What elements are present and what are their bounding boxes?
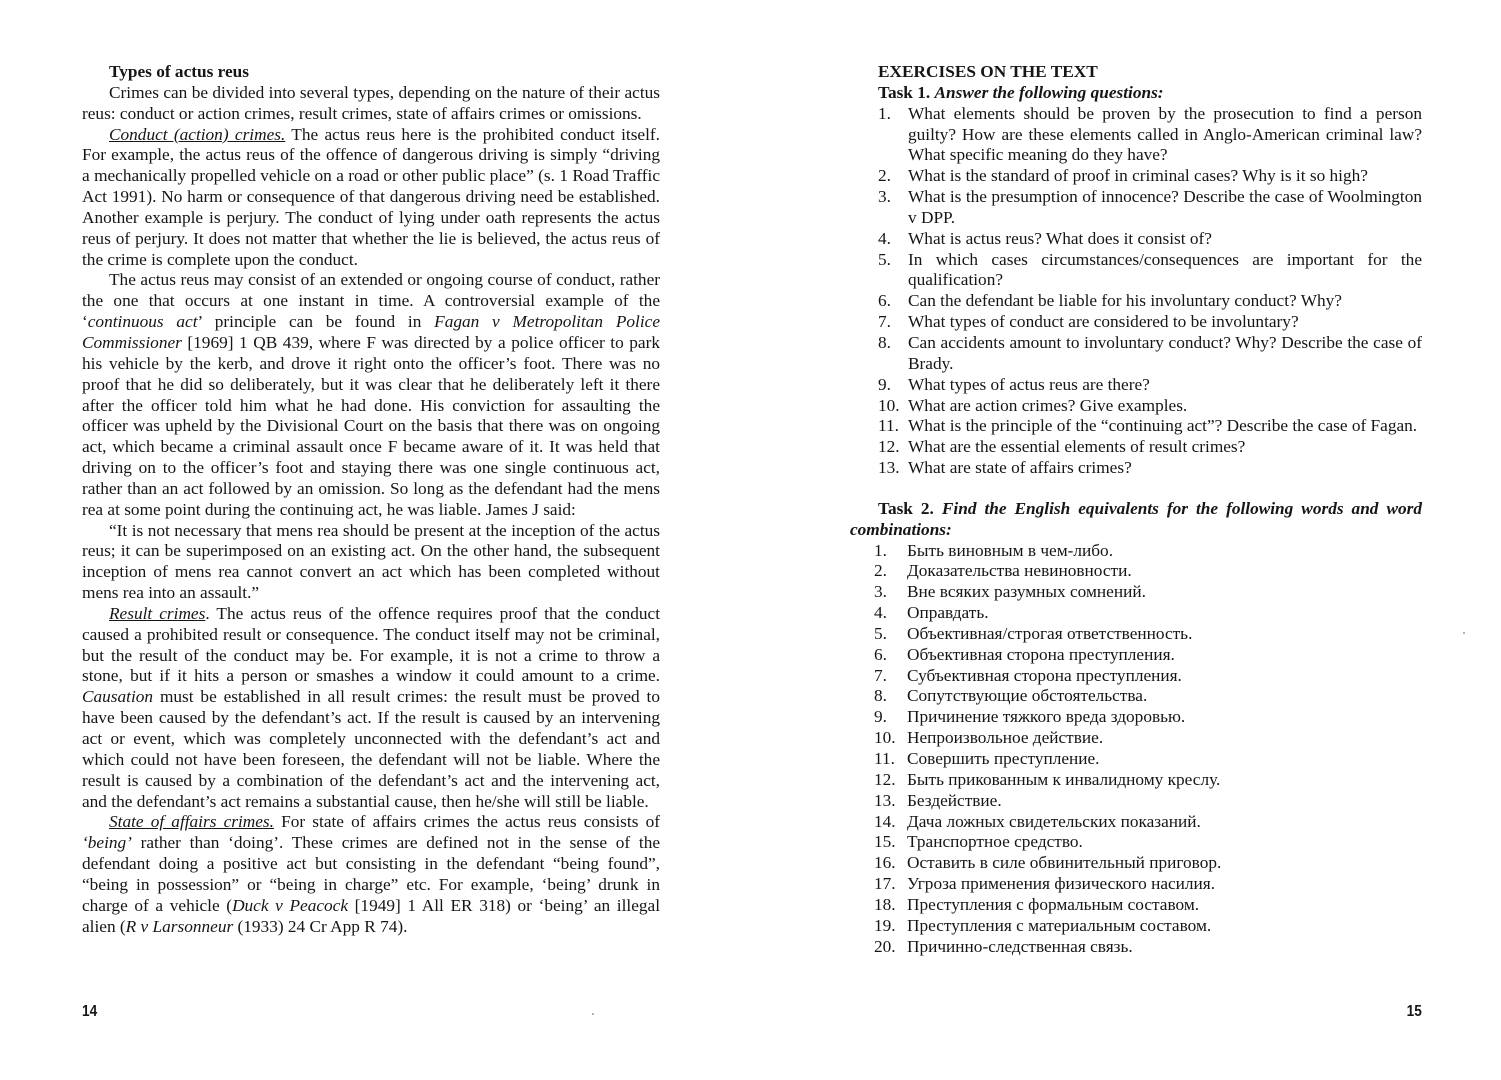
task2-items	[850, 541, 1422, 958]
question-item	[850, 166, 1422, 187]
vocab-text: Сопутствующие обстоятельства.	[907, 686, 1148, 706]
scan-speck	[1463, 632, 1465, 634]
vocab-number: 20.	[874, 936, 896, 956]
vocab-number: 1.	[874, 540, 887, 560]
paragraph	[82, 83, 660, 125]
vocab-text: Угроза применения физического насилия.	[907, 874, 1216, 894]
left-page-body	[82, 62, 660, 937]
vocab-number: 17.	[874, 874, 896, 894]
vocab-item	[850, 561, 1422, 582]
vocab-text: Дача ложных свидетельских показаний.	[907, 811, 1201, 831]
vocab-number: 7.	[874, 665, 887, 685]
vocab-text: Оставить в силе обвинительный приговор.	[907, 853, 1222, 873]
vocab-text: Объективная/строгая ответственность.	[907, 623, 1193, 643]
text-segment: ‘being’	[82, 833, 132, 853]
vocab-number: 19.	[874, 915, 896, 935]
text-segment: Fagan v Metropolitan Police Commissioner	[82, 312, 660, 352]
vocab-text: Бездействие.	[907, 790, 1002, 810]
question-text: What is the principle of the “continuing act”? Describe the case of Fagan.	[908, 416, 1418, 436]
question-text: Can the defendant be liable for his involuntary conduct? Why?	[908, 291, 1342, 311]
question-item	[850, 187, 1422, 229]
vocab-number: 14.	[874, 811, 896, 831]
question-item	[850, 375, 1422, 396]
right-page-body	[850, 62, 1422, 957]
text-segment: [1969] 1 QB 439, where F was directed by a police officer to park his vehicle by the kerb, and drove it right onto the officer’s foot. There was no proof that he did so deliberately, but it was clear that he deliberately left it there after the officer told him what he had done. His conviction for assaulting the officer was upheld by the Divisional Court on the basis that there was on ongoing act, which became a criminal assault once F became aware of it. It was held that driving on to the officer’s foot and staying there was one single continuous act, rather than an act followed by an omission. So long as the defendant had the mens rea at some point during the continuing act, he was liable. James J said:	[82, 332, 660, 519]
question-number: 6.	[878, 291, 891, 311]
vocab-text: Причинение тяжкого вреда здоровью.	[907, 707, 1186, 727]
question-item	[850, 104, 1422, 167]
vocab-item	[850, 937, 1422, 958]
vocab-number: 5.	[874, 623, 887, 643]
vocab-item	[850, 770, 1422, 791]
vocab-text: Доказательства невиновности.	[907, 561, 1132, 581]
vocab-item	[850, 686, 1422, 707]
vocab-text: Причинно-следственная связь.	[907, 936, 1133, 956]
vocab-text: Быть виновным в чем-либо.	[907, 540, 1114, 560]
text-segment: must be established in all result crimes: the result must be proved to have been caused by the defendant’s act. If the result is caused by an intervening act or event, which was completely unconnected with the defendant’s act and which could not have been foreseen, the defendant will not be liable. Where the result is caused by a combination of the defendant’s act and the intervening act, and the defendant’s act remains a substantial cause, then he/she will still be liable.	[82, 687, 660, 811]
vocab-number: 9.	[874, 707, 887, 727]
question-item	[850, 312, 1422, 333]
text-segment: [1949] 1 All ER 318) or ‘being’ an illegal alien (	[82, 895, 660, 936]
question-number: 4.	[878, 228, 891, 248]
task1-header	[850, 83, 1422, 104]
vocab-number: 8.	[874, 686, 887, 706]
paragraph	[82, 125, 660, 271]
question-text: What is actus reus? What does it consist of?	[908, 228, 1212, 248]
vocab-number: 13.	[874, 790, 896, 810]
question-item	[850, 458, 1422, 479]
vocab-item	[850, 916, 1422, 937]
question-number: 9.	[878, 374, 891, 394]
text-segment: rather than ‘doing’. These crimes are defined not in the sense of the defendant doing a positive act but consisting in the defendant “being found”, “being in possession” or “being in charge” etc. For example, ‘being’ drunk in charge of a vehicle (	[82, 833, 660, 915]
vocab-number: 3.	[874, 582, 887, 602]
question-text: What elements should be proven by the prosecution to find a person guilty? How are these elements called in Anglo-American criminal law? What specific meaning do they have?	[908, 103, 1422, 165]
paragraph	[82, 812, 660, 937]
scan-speck	[592, 1013, 594, 1015]
vocab-item	[850, 749, 1422, 770]
text-segment: Duck v Peacock	[232, 895, 349, 915]
text-segment: Crimes can be divided into several types, depending on the nature of their actus reus: conduct or action crimes, result crimes, state of affairs crimes or omissions.	[82, 82, 660, 123]
right-page	[850, 0, 1422, 1080]
text-segment: “It is not necessary that mens rea should be present at the inception of the actus reus; it can be superimposed on an existing act. On the other hand, the subsequent inception of mens rea cannot convert an act which has been completed without mens rea into an assault.”	[82, 520, 660, 603]
subsection-title: State of affairs crimes.	[109, 812, 274, 832]
question-number: 8.	[878, 332, 891, 352]
task2-label: Task 2.	[878, 498, 934, 518]
text-segment: The actus reus may consist of an extended or ongoing course of conduct, rather the one that occurs at one instant in time. A controversial example of the ‘	[82, 270, 660, 332]
vocab-item	[850, 645, 1422, 666]
paragraph	[82, 521, 660, 604]
question-item	[850, 291, 1422, 312]
question-item	[850, 396, 1422, 417]
vocab-item	[850, 582, 1422, 603]
task1-label: Task 1.	[878, 82, 931, 102]
question-text: What are the essential elements of result crimes?	[908, 437, 1246, 457]
question-text: What is the standard of proof in criminal cases? Why is it so high?	[908, 166, 1368, 186]
vocab-item	[850, 791, 1422, 812]
subsection-title: Conduct (action) crimes.	[109, 124, 286, 144]
task2-header	[850, 499, 1422, 541]
section-heading: Types of actus reus	[109, 62, 250, 81]
vocab-number: 16.	[874, 853, 896, 873]
vocab-item	[850, 874, 1422, 895]
vocab-text: Быть прикованным к инвалидному креслу.	[907, 769, 1221, 789]
vocab-item	[850, 666, 1422, 687]
vocab-number: 6.	[874, 644, 887, 664]
subsection-title: Result crimes	[109, 603, 206, 623]
task1-questions	[850, 104, 1422, 479]
text-segment: ’ principle can be found in	[197, 312, 435, 332]
question-item	[850, 229, 1422, 250]
left-page	[82, 0, 660, 1080]
question-number: 13.	[878, 458, 900, 478]
task1-instruction: Answer the following questions:	[934, 82, 1164, 102]
page-number-left: 14	[82, 1003, 98, 1020]
question-number: 1.	[878, 103, 891, 123]
text-segment: The actus reus here is the prohibited conduct itself. For example, the actus reus of the offence of dangerous driving is simply “driving a mechanically propelled vehicle on a road or other public place” (s. 1 Road Traffic Act 1991). No harm or consequence of that dangerous driving need be established. Another example is perjury. The conduct of lying under oath represents the actus reus of perjury. It does not matter that whether the lie is believed, the actus reus of the crime is complete upon the conduct.	[82, 124, 660, 269]
question-text: What types of conduct are considered to be involuntary?	[908, 312, 1299, 332]
vocab-item	[850, 541, 1422, 562]
vocab-text: Объективная сторона преступления.	[907, 644, 1175, 664]
left-paragraphs	[82, 83, 660, 938]
vocab-text: Преступления с материальным составом.	[907, 915, 1212, 935]
vocab-item	[850, 728, 1422, 749]
question-item	[850, 437, 1422, 458]
vocab-text: Вне всяких разумных сомнений.	[907, 582, 1146, 602]
question-text: What are state of affairs crimes?	[908, 458, 1132, 478]
question-number: 7.	[878, 312, 891, 332]
paragraph	[82, 270, 660, 520]
vocab-item	[850, 895, 1422, 916]
question-number: 2.	[878, 166, 891, 186]
vocab-item	[850, 603, 1422, 624]
text-segment: Causation	[82, 687, 154, 707]
vocab-item	[850, 812, 1422, 833]
vocab-text: Транспортное средство.	[907, 832, 1083, 852]
vocab-text: Совершить преступление.	[907, 749, 1100, 768]
vocab-text: Непроизвольное действие.	[907, 728, 1104, 748]
text-segment: . The actus reus of the offence requires proof that the conduct caused a prohibited result or consequence. The conduct itself may not be criminal, but the result of the conduct may be. For example, it is not a crime to throw a stone, but if it hits a person or smashes a window it could amount to a crime.	[82, 603, 660, 686]
question-number: 3.	[878, 187, 891, 207]
question-number: 5.	[878, 249, 891, 269]
question-text: Can accidents amount to involuntary conduct? Why? Describe the case of Brady.	[908, 332, 1422, 373]
question-item	[850, 333, 1422, 375]
text-segment: (1933) 24 Cr App R 74).	[233, 916, 408, 936]
vocab-item	[850, 624, 1422, 645]
vocab-item	[850, 707, 1422, 728]
question-number: 11.	[878, 416, 899, 436]
text-segment: R v Larsonneur	[125, 916, 234, 936]
vocab-text: Субъективная сторона преступления.	[907, 665, 1182, 685]
vocab-number: 12.	[874, 769, 896, 789]
vocab-number: 2.	[874, 561, 887, 581]
vocab-text: Преступления с формальным составом.	[907, 894, 1200, 914]
question-number: 12.	[878, 437, 900, 457]
page-number-right: 15	[1406, 1003, 1422, 1020]
question-item	[850, 416, 1422, 437]
vocab-text: Оправдать.	[907, 603, 989, 623]
question-text: In which cases circumstances/consequences are important for the qualification?	[908, 249, 1422, 290]
exercises-heading: EXERCISES ON THE TEXT	[878, 62, 1098, 81]
vocab-item	[850, 853, 1422, 874]
vocab-number: 15.	[874, 832, 896, 852]
question-text: What are action crimes? Give examples.	[908, 395, 1188, 415]
question-text: What types of actus reus are there?	[908, 374, 1150, 394]
text-segment: continuous act	[87, 312, 198, 332]
question-number: 10.	[878, 395, 900, 415]
text-segment: For state of affairs crimes the actus reus consists of	[273, 812, 660, 832]
vocab-number: 18.	[874, 894, 896, 914]
paragraph	[82, 604, 660, 812]
vocab-item	[850, 832, 1422, 853]
question-item	[850, 250, 1422, 292]
question-text: What is the presumption of innocence? Describe the case of Woolmington v DPP.	[908, 187, 1422, 227]
vocab-number: 11.	[874, 749, 895, 768]
task2-instruction: Find the English equivalents for the following words and word combinations:	[850, 498, 1422, 539]
vocab-number: 4.	[874, 603, 887, 623]
vocab-number: 10.	[874, 728, 896, 748]
